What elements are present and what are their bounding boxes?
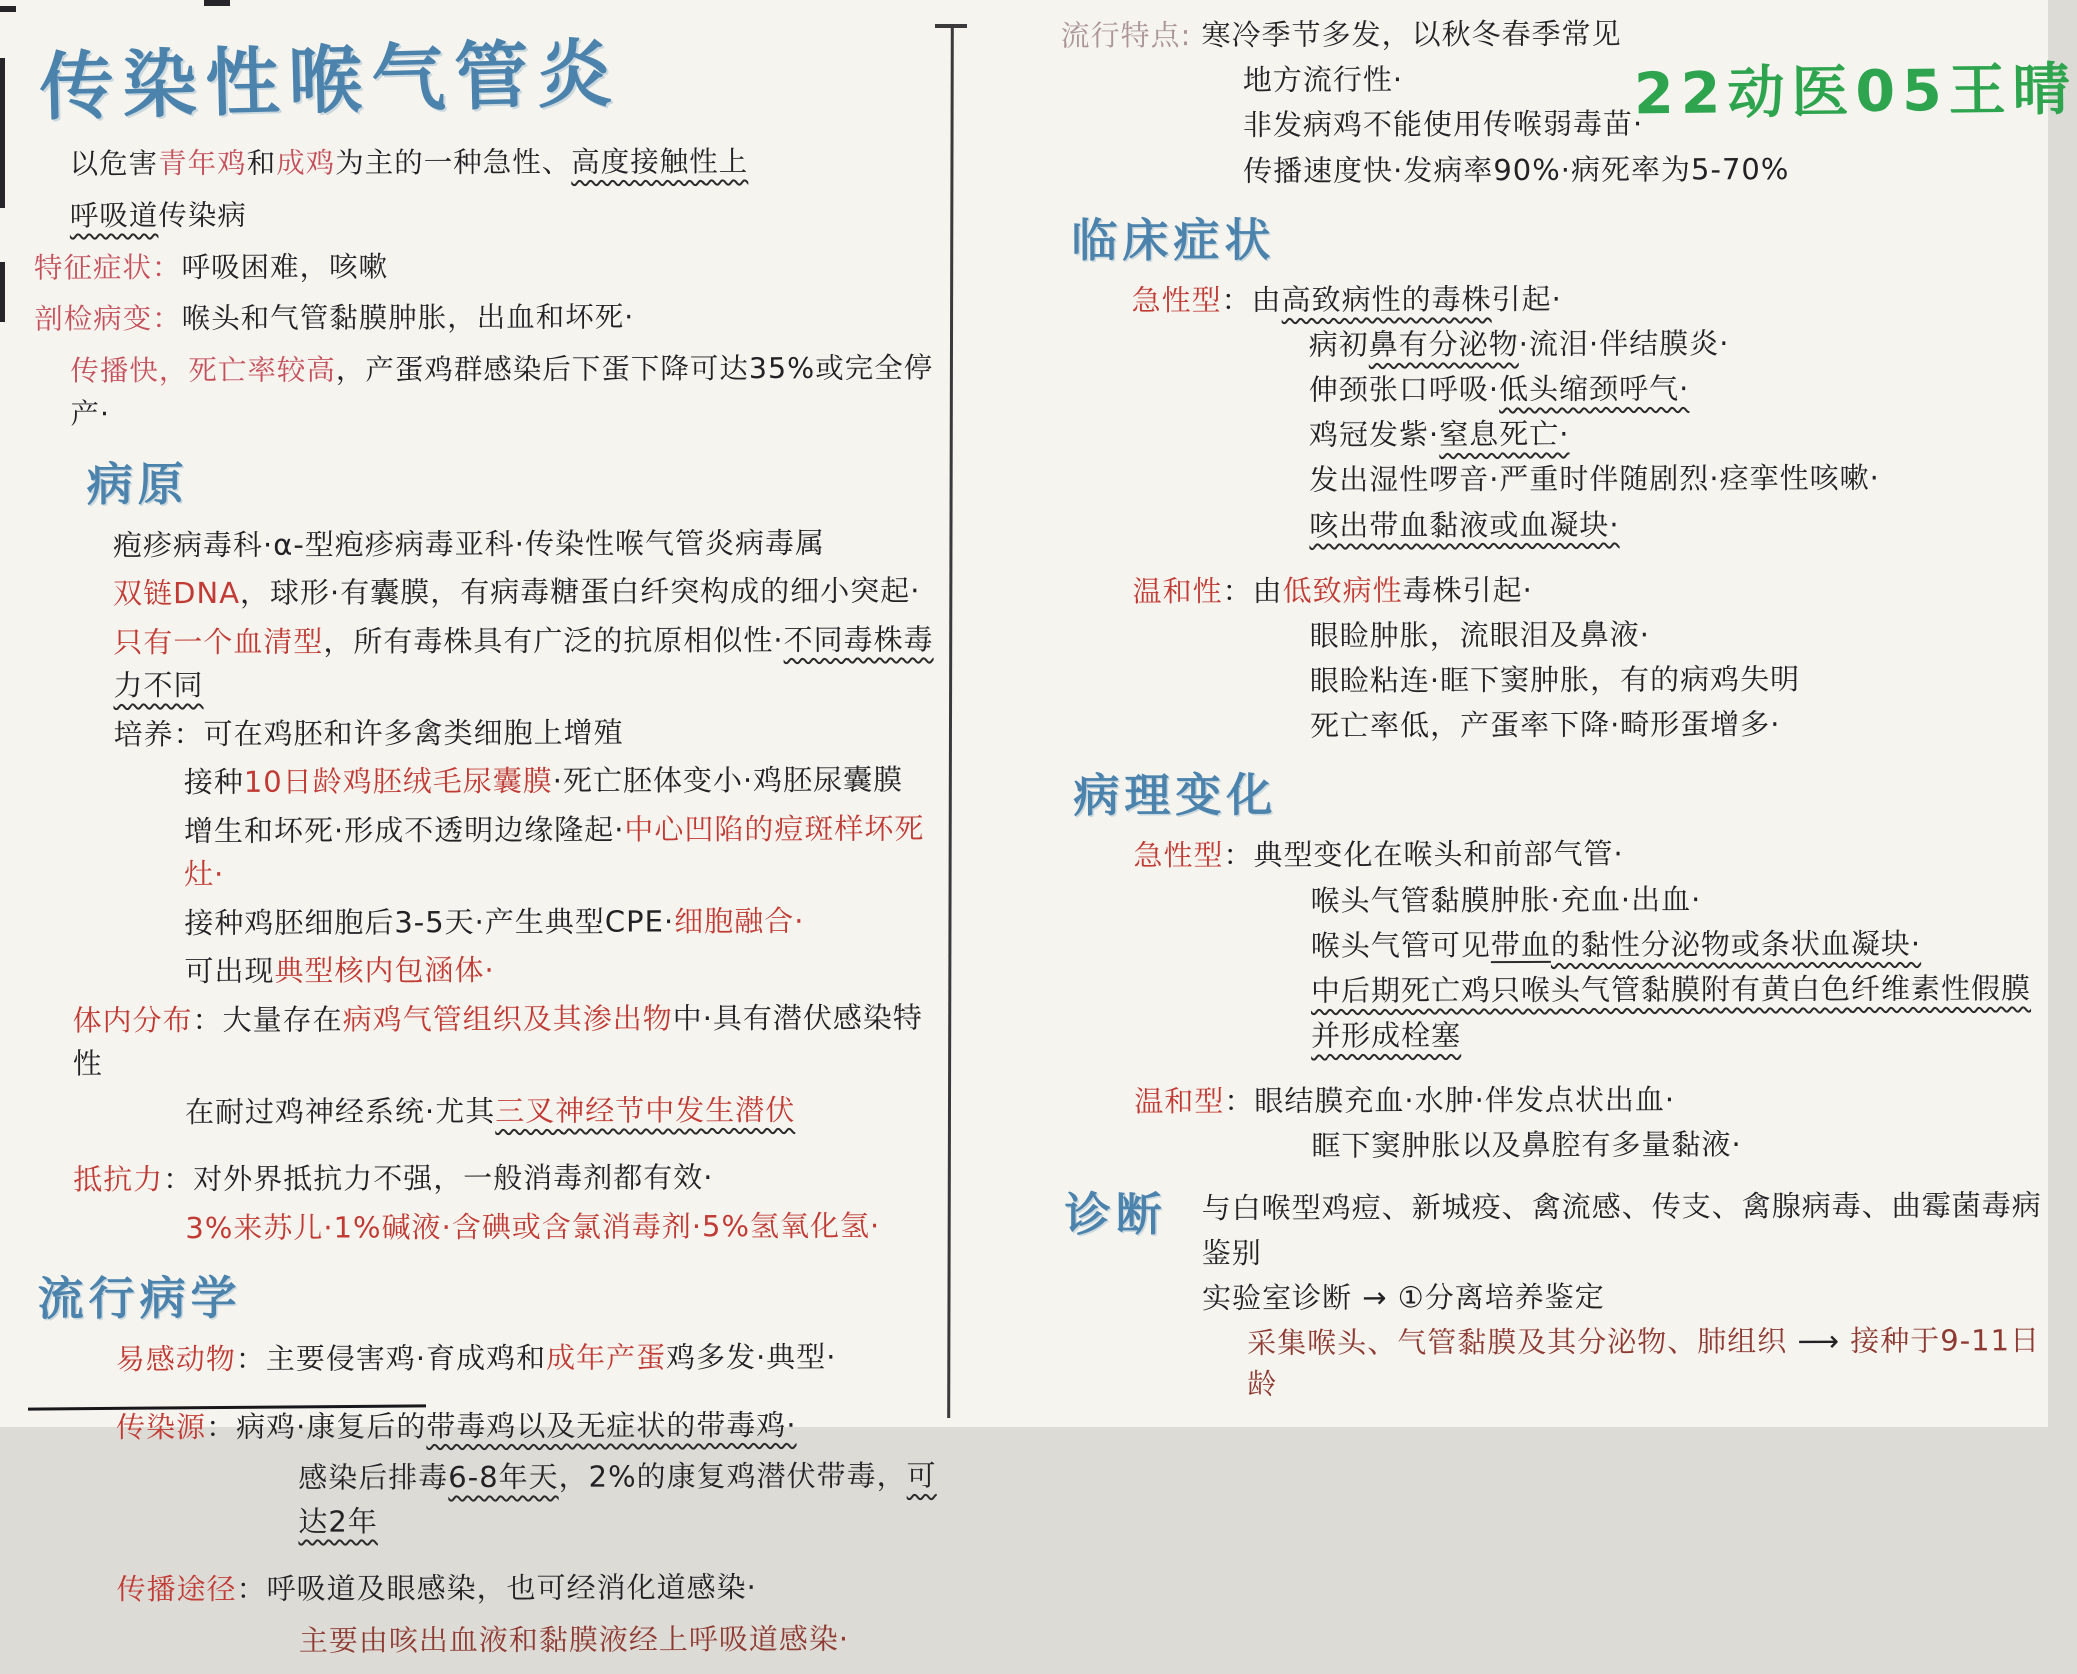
note-section bbox=[983, 201, 2045, 748]
text-segment: 中后期死亡鸡只喉头气管黏膜附有黄白色纤维素性假膜 bbox=[1310, 971, 2032, 1008]
note-line bbox=[985, 703, 2045, 748]
text-segment: ，2%的康复鸡潜伏带毒， bbox=[558, 1458, 907, 1494]
text-segment: 鉴别 bbox=[1201, 1235, 1262, 1270]
note-line bbox=[984, 458, 2044, 503]
text-segment: 窒息死亡· bbox=[1439, 417, 1570, 452]
note-line bbox=[38, 1454, 946, 1544]
text-segment: 成鸡 bbox=[276, 146, 336, 180]
scan-artifact bbox=[0, 58, 5, 208]
text-segment: 增生和坏死·形成不透明边缘隆起· bbox=[183, 812, 625, 848]
text-segment: 感染后排毒 bbox=[298, 1460, 449, 1495]
text-segment: 易感动物 bbox=[115, 1341, 236, 1377]
note-line bbox=[36, 710, 944, 757]
section-header: 病理变化 bbox=[1073, 768, 1278, 823]
text-segment: 不同毒株毒力不同 bbox=[113, 621, 934, 703]
text-segment: ⟶ bbox=[1787, 1323, 1851, 1359]
text-segment: 喉头气管可见 bbox=[1310, 927, 1491, 963]
section-header: 临床症状 bbox=[1071, 212, 1276, 268]
note-line bbox=[34, 192, 942, 238]
text-segment: 成年产蛋 bbox=[545, 1340, 667, 1375]
note-line bbox=[986, 968, 2046, 1013]
note-line bbox=[985, 658, 2045, 703]
note-line bbox=[983, 277, 2043, 322]
note-line bbox=[37, 996, 945, 1086]
text-segment: 病鸡气管组织及其渗出物 bbox=[342, 1000, 673, 1037]
note-line bbox=[35, 618, 943, 708]
text-segment: ：呼吸道及眼感染，也可经消化道感染· bbox=[236, 1570, 757, 1606]
section-header: 流行病学 bbox=[37, 1270, 242, 1326]
note-line bbox=[39, 1565, 947, 1612]
note-line bbox=[984, 367, 2044, 412]
left-column-sections bbox=[34, 140, 947, 1663]
text-segment: 高致病性的毒株 bbox=[1281, 281, 1492, 317]
note-section bbox=[987, 1183, 2048, 1407]
note-line bbox=[984, 568, 2044, 613]
text-segment: 以危害 bbox=[69, 147, 159, 181]
text-segment: ：典型变化在喉头和前部气管· bbox=[1223, 837, 1624, 873]
text-segment: 中心凹陷的痘斑样坏死灶· bbox=[184, 810, 925, 892]
text-segment: 在耐过鸡神经系统·尤其 bbox=[184, 1093, 496, 1129]
text-segment: 双链DNA bbox=[113, 575, 241, 611]
text-segment: 接种 bbox=[183, 764, 244, 800]
note-line bbox=[39, 1617, 947, 1664]
note-line bbox=[984, 503, 2044, 548]
note-line bbox=[36, 758, 944, 805]
text-segment: 急性型 bbox=[1131, 282, 1222, 318]
text-segment: ·死亡胚体变小·鸡胚尿囊膜 bbox=[552, 762, 904, 798]
text-segment: 鸡冠发紫· bbox=[1308, 417, 1440, 452]
right-column bbox=[983, 12, 2048, 1416]
note-line bbox=[36, 899, 944, 946]
text-segment: 毒株引起· bbox=[1402, 572, 1533, 608]
scan-artifact bbox=[0, 6, 16, 12]
section-lines bbox=[985, 833, 2046, 1169]
text-segment: ：主要侵害鸡·育成鸡和 bbox=[235, 1340, 547, 1376]
section-lines bbox=[35, 521, 946, 1251]
text-segment: 传播快，死亡率较高 bbox=[70, 353, 336, 388]
text-segment: 与白喉型鸡痘、新城疫、禽流感、传支、禽腺病毒、曲霉菌毒病 bbox=[1201, 1187, 2042, 1225]
note-line bbox=[985, 833, 2045, 878]
text-segment: 并形成栓塞 bbox=[1311, 1018, 1462, 1053]
note-line bbox=[986, 923, 2046, 968]
text-segment: ： bbox=[151, 250, 182, 284]
text-segment: ：眼结膜充血·水肿·伴发点状出血· bbox=[1224, 1082, 1676, 1119]
text-segment: 10日龄鸡胚绒毛尿囊膜 bbox=[243, 763, 553, 799]
note-line bbox=[986, 1124, 2046, 1169]
scan-artifact bbox=[0, 262, 5, 322]
note-line bbox=[38, 1403, 946, 1450]
note-line bbox=[987, 1320, 2047, 1406]
text-segment: 三叉神经节中发生潜伏 bbox=[495, 1092, 796, 1128]
note-line bbox=[985, 613, 2045, 658]
note-line bbox=[36, 807, 944, 897]
note-line bbox=[984, 412, 2044, 457]
text-segment: 死亡率低，产蛋率下降·畸形蛋增多· bbox=[1309, 707, 1781, 743]
text-segment: ，产蛋鸡群感染后下蛋下降可达35%或完全停产· bbox=[70, 351, 934, 431]
note-section bbox=[34, 140, 943, 436]
text-segment: 鸡多发·典型· bbox=[665, 1339, 837, 1375]
text-segment: ：病鸡·康复后的 bbox=[206, 1408, 427, 1444]
text-segment: 3%来苏儿·1%碱液·含碘或含氯消毒剂·5%氢氧化氢· bbox=[185, 1208, 881, 1245]
note-line bbox=[36, 947, 944, 994]
text-segment: 培养：可在鸡胚和许多禽类细胞上增殖 bbox=[113, 715, 624, 751]
section-lines bbox=[983, 277, 2045, 748]
note-line bbox=[34, 347, 942, 436]
left-column bbox=[33, 6, 947, 1673]
note-section bbox=[985, 757, 2046, 1169]
text-segment: 的黏性分泌物或条状血凝块· bbox=[1550, 926, 1922, 962]
text-segment: 细胞融合· bbox=[674, 903, 805, 938]
right-column-sections bbox=[983, 12, 2048, 1406]
text-segment: 接种鸡胚细胞后3-5天·产生典型CPE· bbox=[184, 903, 675, 940]
text-segment: 喉头和气管黏膜肿胀，出血和坏死· bbox=[181, 300, 635, 336]
text-segment: 体内分布 bbox=[72, 1002, 193, 1037]
text-segment: 低致病性 bbox=[1282, 573, 1403, 608]
text-segment: 实验室诊断 → ①分离培养鉴定 bbox=[1201, 1279, 1605, 1316]
text-segment: 温和型 bbox=[1134, 1084, 1225, 1119]
section-lines bbox=[34, 140, 943, 436]
text-segment: 眼睑粘连·眶下窦肿胀，有的病鸡失明 bbox=[1309, 662, 1801, 698]
note-line bbox=[983, 148, 2043, 193]
note-line bbox=[987, 1275, 2047, 1320]
section-lines bbox=[38, 1335, 947, 1663]
text-segment: 呼吸困难，咳嗽 bbox=[181, 249, 389, 284]
text-segment: 眼睑肿胀，流眼泪及鼻液· bbox=[1309, 617, 1651, 653]
text-segment: 传播速度快·发病率90%·病死率为5-70% bbox=[1243, 151, 1790, 188]
note-line bbox=[986, 878, 2046, 923]
text-segment: 传染源 bbox=[115, 1409, 207, 1444]
text-segment: ：由 bbox=[1222, 573, 1283, 608]
note-line bbox=[34, 244, 942, 290]
text-segment: 伸颈张口呼吸· bbox=[1308, 372, 1500, 407]
note-line bbox=[986, 1078, 2046, 1123]
text-segment: 和 bbox=[246, 146, 277, 180]
text-segment: ，所有毒株具有广泛的抗原相似性· bbox=[323, 622, 784, 659]
text-segment: 传染病 bbox=[158, 198, 247, 232]
text-segment: ：由 bbox=[1221, 282, 1282, 317]
text-segment: 传播途径 bbox=[116, 1571, 237, 1607]
text-segment: 引起· bbox=[1491, 281, 1562, 316]
text-segment: 特征症状 bbox=[33, 250, 153, 285]
column-divider-line bbox=[947, 26, 954, 1418]
text-segment: 温和性 bbox=[1132, 573, 1223, 609]
text-segment: 带血 bbox=[1490, 927, 1551, 962]
text-segment: 抵抗力 bbox=[73, 1162, 164, 1197]
note-line bbox=[34, 140, 942, 186]
text-segment: 流行特点: bbox=[1060, 18, 1192, 53]
text-segment: 病初 bbox=[1308, 327, 1369, 362]
text-segment: 为主的一种急性、 bbox=[335, 145, 572, 180]
page-title: 传染性喉气管炎 bbox=[38, 30, 622, 131]
text-segment: 主要由咳出血液和黏膜液经上呼吸道感染· bbox=[298, 1621, 850, 1658]
note-line bbox=[37, 1204, 945, 1251]
note-line bbox=[37, 1155, 945, 1202]
section-header: 病原 bbox=[86, 456, 189, 511]
note-line bbox=[34, 296, 942, 342]
text-segment: 地方流行性· bbox=[1242, 62, 1404, 98]
text-segment: 只有一个血清型 bbox=[113, 624, 324, 659]
text-segment: 青年鸡 bbox=[158, 146, 247, 181]
text-segment: 可达2年 bbox=[298, 1458, 937, 1539]
text-segment: 寒冷季节多发，以秋冬春季常见 bbox=[1191, 16, 1622, 53]
note-line bbox=[37, 1088, 945, 1135]
text-segment: 接种于9-11日龄 bbox=[1247, 1323, 2041, 1402]
text-segment: 中·具有潜伏感染特性 bbox=[72, 999, 923, 1081]
text-segment: 眶下窦肿胀以及鼻腔有多量黏液· bbox=[1311, 1127, 1742, 1164]
scan-artifact bbox=[204, 0, 230, 6]
text-segment: ·流泪·伴结膜炎· bbox=[1518, 326, 1730, 361]
note-line bbox=[984, 322, 2044, 367]
section-header: 诊断 bbox=[1064, 1186, 1167, 1242]
text-segment: ： bbox=[152, 302, 182, 336]
text-segment: 喉头气管黏膜肿胀·充血·出血· bbox=[1310, 881, 1702, 918]
text-segment: 发出湿性啰音·严重时伴随剧烈·痉挛性咳嗽· bbox=[1309, 461, 1880, 498]
text-segment: 高度接触性上 bbox=[571, 145, 749, 179]
note-line bbox=[35, 569, 943, 616]
text-segment: 低头缩颈呼气· bbox=[1499, 371, 1690, 407]
text-segment: ，球形·有囊膜，有病毒糖蛋白纤突构成的细小突起· bbox=[239, 573, 921, 610]
text-segment: 剖检病变 bbox=[34, 302, 153, 336]
text-segment: 典型核内包涵体· bbox=[274, 952, 495, 988]
note-section bbox=[37, 1259, 946, 1663]
text-segment: ：对外界抵抗力不强，一般消毒剂都有效· bbox=[163, 1160, 714, 1197]
text-segment: ：大量存在 bbox=[192, 1002, 343, 1037]
text-segment: 鼻有分泌物 bbox=[1368, 326, 1519, 362]
note-line bbox=[35, 521, 943, 568]
note-section bbox=[35, 445, 946, 1251]
signature: 22动医05王晴 bbox=[1633, 56, 2077, 128]
text-segment: 急性型 bbox=[1133, 838, 1224, 873]
text-segment: 非发病鸡不能使用传喉弱毒苗· bbox=[1242, 106, 1644, 143]
note-line bbox=[38, 1335, 946, 1382]
text-segment: 呼吸道 bbox=[69, 198, 159, 233]
text-segment: 疱疹病毒科·α-型疱疹病毒亚科·传染性喉气管炎病毒属 bbox=[112, 525, 826, 562]
text-segment: 6-8年天 bbox=[448, 1459, 559, 1495]
text-segment: 咳出带血黏液或血凝块· bbox=[1309, 507, 1620, 543]
text-segment: 采集喉头、气管黏膜及其分泌物、肺组织 bbox=[1247, 1324, 1788, 1361]
note-line bbox=[986, 1013, 2046, 1058]
text-segment: 带毒鸡以及无症状的带毒鸡· bbox=[426, 1407, 797, 1443]
text-segment: 可出现 bbox=[184, 953, 275, 989]
